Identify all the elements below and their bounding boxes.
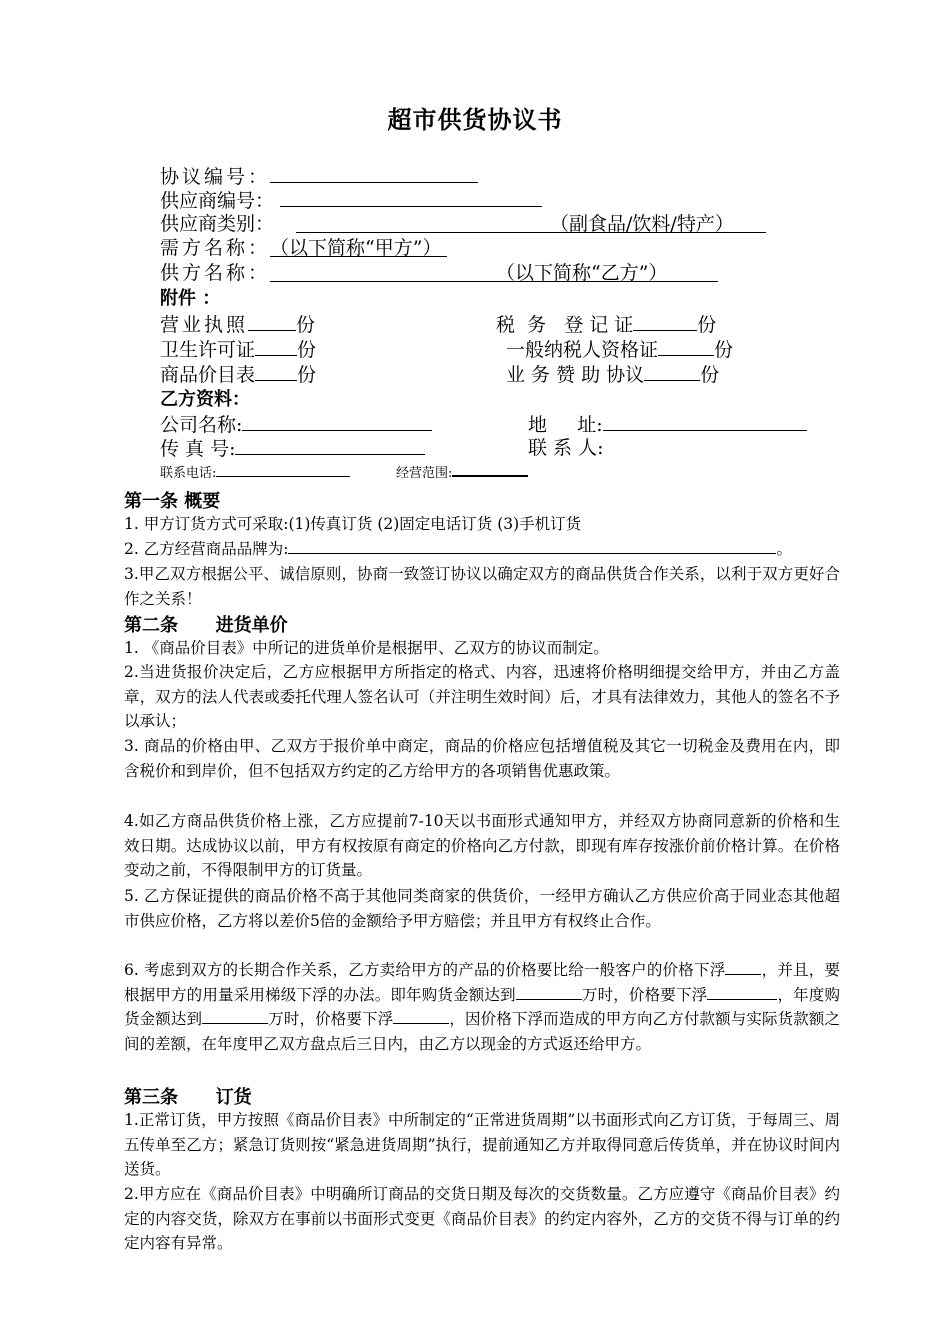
s2-p6-text-c: 万时，价格要下浮 xyxy=(581,985,708,1004)
amount-blank-1[interactable] xyxy=(516,985,582,1000)
fax-label: 传 真 号: xyxy=(160,438,236,460)
general-taxpayer-label: 一般纳税人资格证 xyxy=(506,339,659,361)
contact-label: 联 系 人: xyxy=(528,437,604,459)
section-2-item-4: 4.如乙方商品供货价格上涨，乙方应提前7-10天以书面形式通知甲方，并经双方协商同意新的价格和生效日期。达成协议以前，甲方有权按原有商定的价格向乙方付款，即现有库存按涨价前价格计算。在价格变动之前，不得限制甲方的订货量。 xyxy=(124,812,840,879)
address-blank[interactable] xyxy=(603,412,807,431)
section-1-title: 第一条 概要 xyxy=(124,491,221,512)
s2-p6-text-b: ，并且，要根据甲方的用量采用梯级下浮的办法。即年购货金额达到 xyxy=(124,961,840,1004)
section-1-item-3: 3.甲乙双方根据公平、诚信原则，协商一致签订协议以确定双方的商品供货合作关系，以利于双方更好合作之关系！ xyxy=(124,565,840,608)
agreement-no-label: 协议编号： xyxy=(160,166,271,188)
brand-blank[interactable] xyxy=(288,539,776,554)
company-name-row xyxy=(160,412,432,437)
section-1-item-1: 1. 甲方订货方式可采取:(1)传真订货 (2)固定电话订货 (3)手机订货 xyxy=(124,515,582,533)
attachment-row-3 xyxy=(160,362,316,387)
attachment-row-3-right xyxy=(506,362,719,387)
s2-p6-text-e: 万时，价格要下浮 xyxy=(268,1010,394,1028)
discount-blank-3[interactable] xyxy=(393,1009,449,1024)
business-license-blank[interactable] xyxy=(248,312,296,331)
seller-name-blank[interactable] xyxy=(270,261,718,282)
supplier-no-row xyxy=(160,188,542,213)
section-2-item-2: 2.当进货报价决定后，乙方应根据甲方所指定的格式、内容，迅速将价格明细提交给甲方，并由乙方盖章，双方的法人代表或委托代理人签名认可（并注明生效时间）后，才具有法律效力，其他人的签名不予以承认； xyxy=(124,663,840,730)
section-2-item-5: 5. 乙方保证提供的商品价格不高于其他同类商家的供货价，一经甲方确认乙方供应价高于同业态其他超市供应价格，乙方将以差价5倍的金额给予甲方赔偿；并且甲方有权终止合作。 xyxy=(124,887,840,930)
section-1-item-2-end: 。 xyxy=(776,540,792,558)
copies-label: 份 xyxy=(296,314,316,336)
section-2-item-1: 1. 《商品价目表》中所记的进货单价是根据甲、乙双方的协议而制定。 xyxy=(124,639,609,657)
business-license-label: 营业执照 xyxy=(160,314,249,336)
amount-blank-2[interactable] xyxy=(202,1009,268,1024)
s2-p6-text-f: ，因价格下浮而造成的甲方向乙方付款额与实际货款额之间的差额，在年度甲乙双方盘点后三日内，由乙方以现金的方式返还给甲方。 xyxy=(124,1010,840,1053)
s2-p6-text-a: 6. 考虑到双方的长期合作关系，乙方卖给甲方的产品的价格要比给一般客户的价格下浮 xyxy=(124,961,726,979)
business-scope-blank[interactable] xyxy=(452,462,528,477)
section-2-title: 第二条 进货单价 xyxy=(124,615,288,636)
contact-row xyxy=(528,436,603,460)
supplier-type-row xyxy=(160,212,766,236)
health-permit-label: 卫生许可证 xyxy=(160,339,256,361)
attachment-row-1 xyxy=(160,312,315,337)
price-list-blank[interactable] xyxy=(255,362,297,381)
section-3-item-2: 2.甲方应在《商品价目表》中明确所订商品的交货日期及每次的交货数量。乙方应遵守《商品价目表》约定的内容交货，除双方在事前以书面形式变更《商品价目表》的约定内容外，乙方的交货不得与订单的约定内容有异常。 xyxy=(124,1185,840,1252)
party-b-info-heading: 乙方资料： xyxy=(160,389,250,410)
attachment-row-1-right xyxy=(496,312,716,337)
phone-label: 联系电话: xyxy=(160,466,217,481)
attachment-row-2 xyxy=(160,337,316,362)
health-permit-blank[interactable] xyxy=(255,337,297,356)
tax-reg-blank[interactable] xyxy=(633,312,697,331)
fax-row xyxy=(160,436,425,461)
seller-name-row xyxy=(160,261,718,285)
supplier-type-hint: （副食品/饮料/特产） xyxy=(550,213,734,235)
copies-label: 份 xyxy=(700,364,720,386)
company-name-label: 公司名称: xyxy=(160,414,243,436)
agreement-no-row xyxy=(160,164,478,189)
attachments-heading: 附件 ： xyxy=(160,288,221,309)
section-2-item-6 xyxy=(124,958,840,1056)
supplier-type-label: 供应商类别： xyxy=(160,213,275,235)
company-name-blank[interactable] xyxy=(242,412,432,431)
supplier-type-blank[interactable] xyxy=(296,212,766,233)
business-scope-row xyxy=(396,462,528,486)
address-row xyxy=(528,412,807,437)
buyer-name-row xyxy=(160,236,447,260)
seller-name-label: 供方名称： xyxy=(160,262,271,284)
tax-reg-label: 税 务 登 记 证 xyxy=(496,314,634,336)
business-scope-label: 经营范围: xyxy=(396,466,453,481)
price-list-label: 商品价目表 xyxy=(160,364,256,386)
copies-label: 份 xyxy=(697,314,717,336)
buyer-hint: （以下简称“甲方”） xyxy=(270,237,442,259)
s2-p6-text-d: ，年度购货金额达到 xyxy=(124,985,840,1028)
seller-hint: （以下简称“乙方”） xyxy=(496,262,668,284)
buyer-name-label: 需方名称： xyxy=(160,237,271,259)
sponsorship-blank[interactable] xyxy=(644,362,700,381)
section-1-item-2 xyxy=(124,537,840,562)
attachment-row-2-right xyxy=(506,337,733,362)
copies-label: 份 xyxy=(297,364,317,386)
copies-label: 份 xyxy=(714,339,734,361)
supplier-no-blank[interactable] xyxy=(280,188,542,207)
copies-label: 份 xyxy=(297,339,317,361)
buyer-name-blank[interactable] xyxy=(270,236,447,257)
address-label: 地 址: xyxy=(528,414,603,436)
agreement-no-blank[interactable] xyxy=(270,164,478,183)
document-title: 超市供货协议书 xyxy=(387,106,563,134)
general-taxpayer-blank[interactable] xyxy=(658,337,714,356)
phone-row xyxy=(160,462,350,486)
section-1-item-2-text: 2. 乙方经营商品品牌为: xyxy=(124,540,289,558)
discount-blank-1[interactable] xyxy=(725,960,761,975)
section-3-title: 第三条 订货 xyxy=(124,1087,252,1108)
phone-blank[interactable] xyxy=(216,463,350,477)
fax-blank[interactable] xyxy=(235,436,425,455)
sponsorship-label: 业 务 赞 助 协议 xyxy=(506,364,645,386)
supplier-no-label: 供应商编号： xyxy=(160,190,275,212)
section-3-item-1: 1.正常订货，甲方按照《商品价目表》中所制定的“正常进货周期”以书面形式向乙方订货，于每周三、周五传单至乙方；紧急订货则按“紧急进货周期”执行，提前通知乙方并取得同意后传货单，并在协议时间内送货。 xyxy=(124,1111,840,1178)
section-2-item-3: 3. 商品的价格由甲、乙双方于报价单中商定，商品的价格应包括增值税及其它一切税金及费用在内，即含税价和到岸价，但不包括双方约定的乙方给甲方的各项销售优惠政策。 xyxy=(124,737,840,780)
discount-blank-2[interactable] xyxy=(707,985,777,1000)
